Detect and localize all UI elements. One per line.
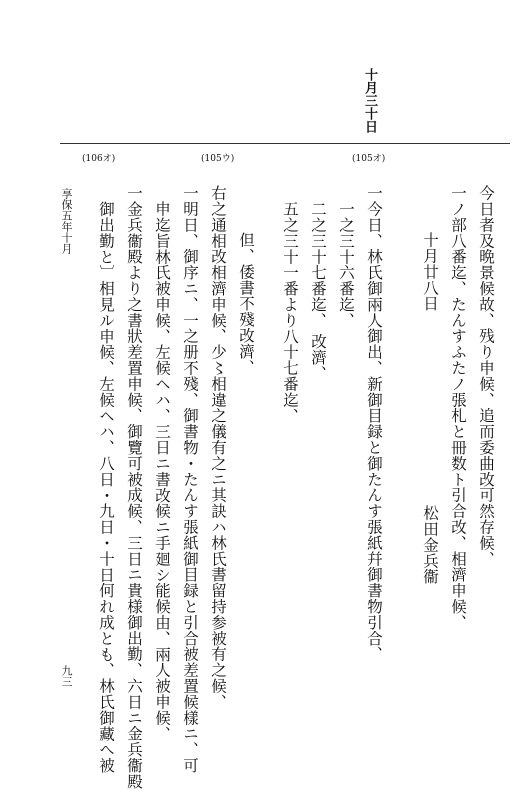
text-column: 但、倭書不殘改濟、: [237, 232, 255, 376]
page-number: 九三: [60, 665, 73, 687]
text-column: 松田金兵衞: [421, 505, 439, 585]
text-column: 一今日、林氏御兩人御出、新御目録と御たんす張紙幷御書物引合、: [365, 185, 383, 662]
folio-marker: (105ウ): [201, 154, 235, 164]
folio-marker: (106オ): [82, 154, 116, 164]
text-column: 二之三十七番迄、 改濟、: [309, 201, 327, 382]
text-column: 申迄旨林氏被申候、左候ヘハ、三日ニ書改候ニ手廻シ能候由、兩人被申候、: [153, 201, 171, 742]
text-column: 五之三十一番より八十七番迄、: [281, 201, 299, 424]
text-column: 一ノ部八番迄、たんすふたノ張札と冊数ト引合改、相濟申候、: [449, 185, 467, 631]
text-column: 十月廿八日: [421, 232, 439, 312]
text-column: 一金兵衞殿より之書狀差置申候、御覽可被成候、三日ニ貴様御出勤、六日ニ金兵衞殿: [125, 185, 143, 790]
text-column: 一之三十六番迄、: [337, 201, 355, 329]
text-column: 一明日、御序ニ、一之册不殘、御書物・たんす張紙御目録と引合被差置候樣ニ、可: [181, 185, 199, 774]
page-date-header: 十月三十日: [362, 68, 377, 133]
header-divider: [60, 143, 510, 144]
era-label: 享保五年十月: [60, 188, 73, 254]
text-column: 右之通相改相濟申候、少〻相違之儀有之ニ其訣ハ林氏書留持参被有之候、: [209, 185, 227, 710]
folio-marker: (105オ): [352, 154, 386, 164]
text-column: 今日者及晩景候故、残り申候、追而委曲改可然存候、: [477, 185, 495, 567]
text-column: 御出勤と〕相見ル申候、左候ヘハ、八日・九日・十日何れ成とも、林氏御藏へ被: [97, 201, 115, 774]
